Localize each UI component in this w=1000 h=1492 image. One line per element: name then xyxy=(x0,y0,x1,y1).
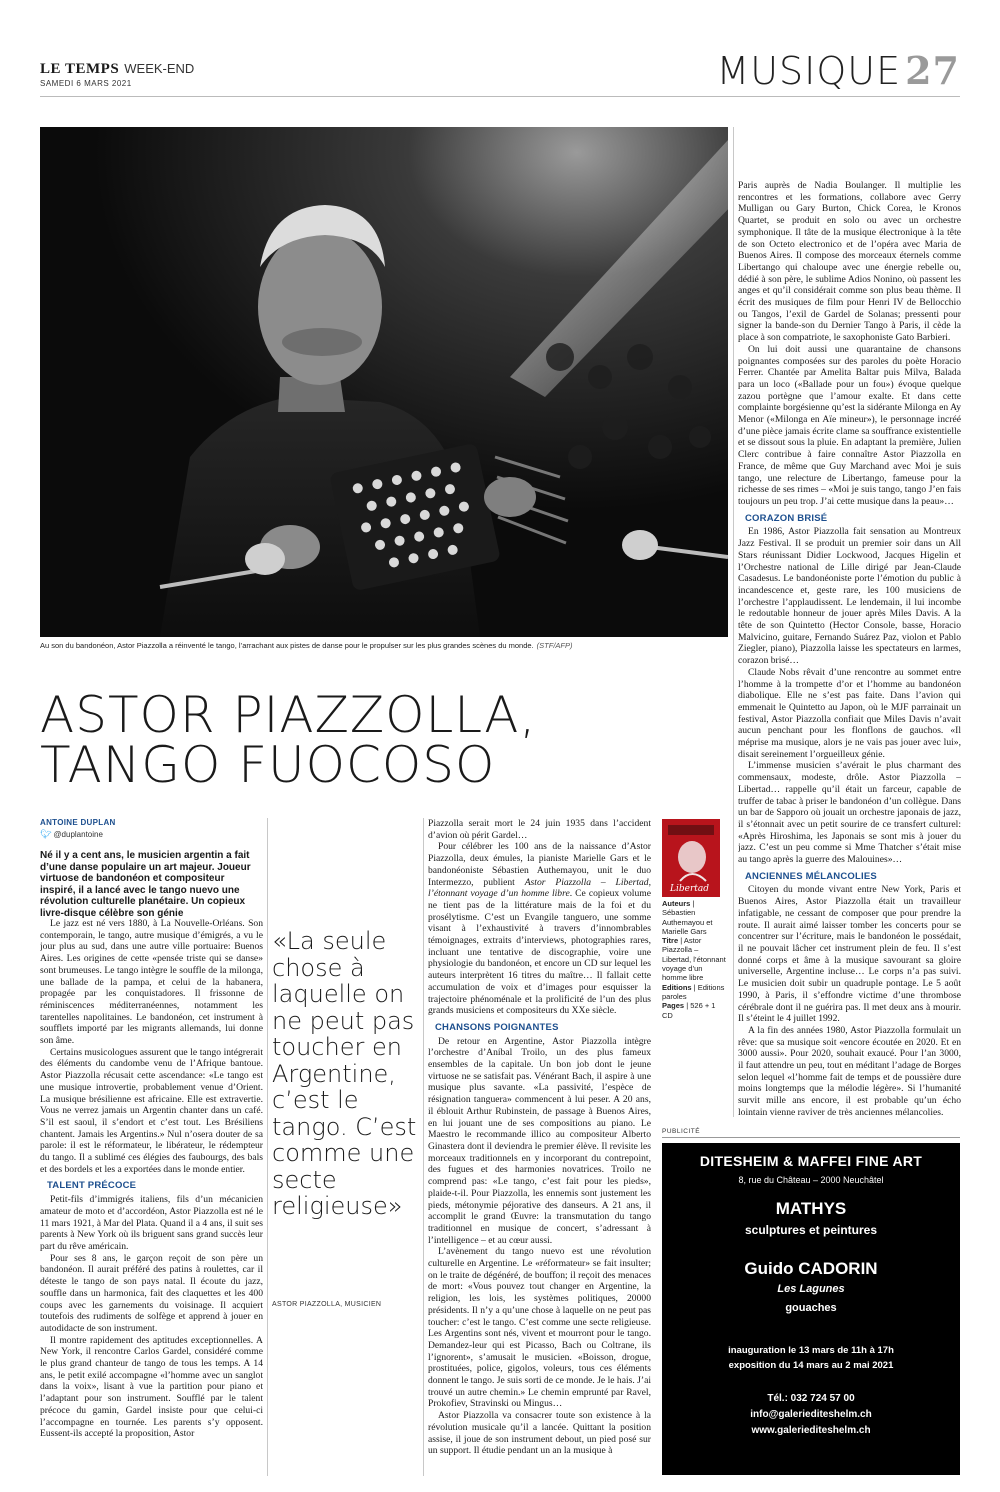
ad-exhibition-dates: exposition du 14 mars au 2 mai 2021 xyxy=(728,1360,894,1371)
ad-inauguration: inauguration le 13 mars de 11h à 17h xyxy=(728,1345,894,1356)
book-authors-label: Auteurs xyxy=(662,899,691,908)
paragraph: Petit-fils d’immigrés italiens, fils d’un mécanicien amateur de moto et d’accordéon, Astor Piazzolla est né le 11 mars 1921, à Mar del Plata. Quand il a 4 ans, il suit ses parents à New York où ils briguent sans grand succès leur part du rêve américain. xyxy=(40,1194,263,1252)
section-header xyxy=(716,48,960,93)
paragraph: Citoyen du monde vivant entre New York, Paris et Buenos Aires, Astor Piazzolla était un travailleur infatigable, ne cessant de composer que pour prendre la route. Il aurait aimé laisser tomber les concerts pour se concentrer sur l’écriture, mais le bandonéon le possédait, il ne pouvait lâcher cet instrument plein de feu. Il s’est donné corps et âme à la musique savourant sa gloire universelle, Argentine incluse… Le corps n’a pas suivi. Le musicien doit subir un quadruple pontage. Le 5 août 1990, à Paris, il s’effondre victime d’une thrombose cérébrale dont il ne guérira pas. Il met deux ans à mourir. Il s’éteint le 4 juillet 1992. xyxy=(738,884,961,1025)
caption-text: Au son du bandonéon, Astor Piazzolla a réinventé le tango, l’arrachant aux pistes de danse pour le propulser sur les plus grandes scènes du monde. xyxy=(40,641,534,650)
paragraph: Paris auprès de Nadia Boulanger. Il multiplie les rencontres et les formations, collabore avec Gerry Mulligan ou Gary Burton, Chick Corea, le Kronos Quartet, se produit en solo ou avec un orchestre symphonique. Il tâte de la musique électronique à la tête de son Octeto electronico et de l’opéra avec Maria de Buenos Aires. Il compose des morceaux éternels comme Libertango qui chaloupe avec une énergie rebelle ou, dédié à son père, le sublime Adios Nonino, où passent les anges et qu’il considérait comme son plus beau thème. Il écrit des musiques de film pour Henri IV de Bellocchio ou Tangos, l’exil de Gardel de Solanas; pressenti pour signer la bande-son du Dernier Tango à Paris, il cède la place à son compatriote, le saxophoniste Gato Barbieri. xyxy=(738,180,961,344)
edition-name: WEEK-END xyxy=(124,61,195,76)
masthead-brand xyxy=(40,58,194,78)
paragraph: Il montre rapidement des aptitudes exceptionnelles. A New York, il rencontre Carlos Gardel, considéré comme le plus grand chanteur de tango de tous les temps. A 14 ans, le petit exilé accompagne «l’homme avec un sanglot dans la voix», lisant à vue la partition pour piano et l’adaptant pour son instrument. Soufflé par le talent précoce du gamin, Gardel insiste pour que celui-ci l’accompagne en tournée. Les parents s’y opposent. Eussent-ils accepté la proposition, Astor xyxy=(40,1334,263,1440)
book-editions-label: Editions xyxy=(662,982,692,992)
book-info: Auteurs | Sébastien Authemayou et Marielle Gars Titre | Astor Piazzolla – Libertad, l’étonnant voyage d’un homme libre Editions | Editions paroles Pages | 526 + 1 CD xyxy=(662,899,726,1020)
paragraph: Claude Nobs rêvait d’une rencontre au sommet entre l’homme à la trompette d’or et l’homme au bandonéon diabolique. Elle ne s’est pas faite. Dans l’avion qui emmenait le Quintetto au Japon, où le MJF parrainait un festival, Astor Piazzolla confiait que Miles Davis n’avait aucun penchant pour les flonflons de gauchos. «Il méprise ma musique, alors je ne vais pas jouer avec lui», disait sereinement l’orgueilleux génie. xyxy=(738,666,961,760)
ad-gallery-name: DITESHEIM & MAFFEI FINE ART xyxy=(699,1153,923,1169)
advertisement-divider xyxy=(662,1137,960,1138)
subheading: TALENT PRÉCOCE xyxy=(47,1180,137,1192)
paragraph: De retour en Argentine, Astor Piazzolla intègre l’orchestre d’Aníbal Troilo, un des plus fameux ensembles de la capitale. Un bon job dont le jeune virtuose ne se satisfait pas. Vénérant Bach, il aspire à une musique plus savante. «La passivité, l’espèce de résignation tanguera» commencent à lui peser. A 20 ans, il éblouit Arthur Rubinstein, de passage à Buenos Aires, en lui jouant une de ses compositions au piano. Le Maestro le recommande illico au compositeur Alberto Ginastera dont il deviendra le premier élève. Il revisite les morceaux traditionnels en y incorporant du contrepoint, des fugues et des harmonies novatrices. Troilo ne comprend pas: «Le tango, c’est fait pour les pieds», plaide-t-il. Pour Piazzolla, les ennemis sont justement les pieds, métonymie péjorative des danseurs. A 21 ans, il accomplit le grand Œuvre: la transmutation du tango traditionnel en musique de concert, s’adressant à l’intelligence – et au cœur aussi. xyxy=(428,1035,651,1246)
ad-address: 8, rue du Château – 2000 Neuchâtel xyxy=(738,1175,884,1185)
pull-quote-credit: ASTOR PIAZZOLLA, MUSICIEN xyxy=(272,1301,382,1308)
paragraph: On lui doit aussi une quarantaine de chansons poignantes composées sur des paroles du poète Horacio Ferrer. Chantée par Amelita Baltar puis Milva, Balada para un loco («Ballade pour un fou») évoque quelque zazou portègne que l’amour exalte. Et dans cette complainte borgésienne qu’est la sidérante Milonga en Ay Menor («Milonga en Aïe mineur»), le personnage incréé d’une pièce jamais écrite clame sa souffrance existentielle et se dissout sous la pluie. En adaptant la première, Julien Clerc contribue à faire connaître Astor Piazzolla en France, de même que Guy Marchand avec Moi je suis tango, une relecture de Libertango, fameuse pour la richesse de ses rimes – «Moi je suis tango, tango J’en fais toujours un peu trop. J’ai cette musique dans la peau»… xyxy=(738,343,961,507)
subheading: CORAZON BRISÉ xyxy=(745,512,828,524)
author-handle-text: @duplantoine xyxy=(53,830,103,839)
ad-artist-2: Guido CADORIN xyxy=(744,1259,878,1278)
advertisement[interactable] xyxy=(662,1143,960,1475)
main-photo xyxy=(40,127,728,637)
paragraph: L’avènement du tango nuevo est une révolution culturelle en Argentine. Le «réformateur» se fait insulter; on le traite de dégénéré, de bouffon; il reçoit des menaces de mort: «Vous pouvez tout changer en Argentine, la religion, les lois, les systèmes politiques, 20000 présidents. Il n’y a qu’une chose à laquelle on ne peut pas toucher: c’est le tango. C’est comme une secte religieuse. Les Argentins sont nés, vivent et mourront pour le tango. Demandez-leur qui est Picasso, Bach ou Coltrane, ils l’ignorent», s’amusait le musicien. «Boisson, drogue, prostituées, police, gigolos, voleurs, tous ces éléments donnent le tango. Je suis sorti de ce monde. Je le hais. J’ai trouvé un autre chemin.» Le chemin emprunté par Ravel, Prokofiev, Stravinski ou Mingus… xyxy=(428,1246,651,1410)
column-divider xyxy=(423,818,424,1476)
article-column-4 xyxy=(738,180,961,1120)
column-divider xyxy=(267,818,268,1476)
ad-phone: Tél.: 032 724 57 00 xyxy=(767,1393,855,1404)
book-cover-title: Libertad xyxy=(670,884,709,894)
book-cover xyxy=(662,819,720,897)
pull-quote: «La seule chose à laquelle on ne peut pas toucher en Argentine, c’est le tango. C’est comme une secte religieuse» xyxy=(272,927,417,1220)
ad-artist-1: MATHYS xyxy=(775,1199,847,1218)
ad-email-link[interactable]: info@galeriediteshelm.ch xyxy=(750,1409,872,1420)
ad-work-title: Les Lagunes xyxy=(777,1283,845,1295)
paragraph-text: . Ce copieux volume ne tient pas de la littérature mais de la foi et du prosélytisme. C’est un Evangile tanguero, une somme visant à l’exhaustivité à travers d’innombrables témoignages, extraits d’interviews, photographies rares, incluant une tentative de discographie, voire une physiologie du bandonéon, et encore un CD sur lequel les auteurs interprètent 16 titres du maître… Il fallait cette accumulation de voix et d’images pour esquisser la trajectoire phénoménale et la prolificité de l’un des plus grands musiciens et compositeurs du XXe siècle. xyxy=(428,888,651,1017)
paragraph: Pour ses 8 ans, le garçon reçoit de son père un bandonéon. Il aurait préféré des patins à roulettes, car il déteste le tango de son pays natal. Il écoute du jazz, souffle dans un harmonica, fait des claquettes et les 400 coups avec les garnements du voisinage. Il acquiert toutefois des rudiments de solfège et apprend à jouer en autodidacte de son instrument. xyxy=(40,1252,263,1334)
author-name: ANTOINE DUPLAN xyxy=(40,818,116,827)
byline xyxy=(40,818,260,840)
article-lede: Né il y a cent ans, le musicien argentin a fait d’une danse populaire un art majeur. Joueur virtuose de bandonéon et compositeur inspiré, il a lancé avec le tango nuevo une révolution culturelle planétaire. Un copieux livre-disque célèbre son génie xyxy=(40,850,251,919)
masthead xyxy=(40,58,194,88)
headline-line-2: TANGO FUOCOSO xyxy=(40,736,496,794)
ad-medium-1: sculptures et peintures xyxy=(744,1223,878,1237)
book-title-inline: Astor Piazzolla – Libertad, l’étonnant voyage d’un homme libre xyxy=(428,876,651,900)
book-title: Astor Piazzolla – Libertad, l’étonnant voyage d’un homme libre xyxy=(662,936,726,983)
section-title: MUSIQUE xyxy=(716,49,902,93)
ad-website-link[interactable]: www.galeriediteshelm.ch xyxy=(751,1425,871,1436)
advertisement-label: PUBLICITÉ xyxy=(662,1128,701,1135)
ad-medium-2: gouaches xyxy=(785,1302,837,1314)
article-headline xyxy=(40,686,730,794)
issue-date: SAMEDI 6 MARS 2021 xyxy=(40,79,132,88)
headline-line-1: ASTOR PIAZZOLLA, xyxy=(40,686,537,744)
book-editions: Editions paroles xyxy=(662,982,725,1001)
book-pages: 526 + 1 CD xyxy=(662,1001,716,1020)
paragraph-text: Pour célébrer les 100 ans de la naissance d’Astor Piazzolla, deux émules, la pianiste Marielle Gars et le bandonéoniste Sébastien Authemayou, unit le duo Intermezzo, publient xyxy=(428,841,651,888)
book-title-label: Titre xyxy=(662,936,679,946)
column-divider xyxy=(733,127,734,1117)
photo-credit: (STF/AFP) xyxy=(536,641,573,650)
article-column-1 xyxy=(40,918,263,1476)
paragraph: Astor Piazzolla va consacrer toute son existence à la révolution musicale qu’il a lancée. Quittant la position assise, il joue de son instrument debout, un pied posé sur un support. Il étudie pendant un an la musique à xyxy=(428,1410,651,1457)
book-authors: Sébastien Authemayou et Marielle Gars xyxy=(662,908,713,936)
photo-illustration xyxy=(40,127,728,637)
author-twitter[interactable] xyxy=(40,829,260,840)
book-cover-art xyxy=(662,819,720,897)
paragraph: L’immense musicien s’avérait le plus charmant des commensaux, modeste, drôle. Astor Piazzolla – Libertad… rappelle qu’il était un farceur, capable de truffer de tabac à priser le bandonéon d’un collègue. Dans un bar de Sapporo où jouait un orchestre japonais de jazz, il s’étonnait avec un petit sourire de ce transfert culturel: «Après Hiroshima, les Japonais se sont mis à jouer du jazz. C’est un peu comme si Mme Thatcher s’était mise au tango après la guerre des Malouines»… xyxy=(738,760,961,866)
book-pages-label: Pages xyxy=(662,1001,685,1011)
twitter-bird-icon: 🐦︎ xyxy=(40,829,52,839)
paragraph: Certains musicologues assurent que le tango intégrerait des éléments du candombe venu de l’Afrique bantoue. Astor Piazzolla récusait cette ascendance: «Le tango est une musique introvertie, probablement venue d’Orient. La musique brésilienne est africaine. Elle est extravertie. Vous ne verrez jamais un Argentin chanter dans un café. S’il est saoul, il s’endort et c’est tout. Les Brésiliens chantent. Jamais les Argentins.» Nul n’osera douter de sa parole: il est le réformateur, le libérateur, le rédempteur du tango. Il a sublimé ces élégies des faubourgs, des bals et des bordels et les a exportées dans le monde entier. xyxy=(40,1046,263,1175)
paragraph: En 1986, Astor Piazzolla fait sensation au Montreux Jazz Festival. Il se produit un premier soir dans un All Stars réunissant Didier Lockwood, Jacques Higelin et l’Orchestre national de Lille dirigé par Jean-Claude Casadesus. Le bandonéoniste porte l’émotion du public à incandescence et, geste rare, les 100 musiciens de l’orchestre l’applaudissent. Le lendemain, il lui incombe le redoutable honneur de jouer après Miles Davis. A la tête de son Quintetto (Hector Console, basse, Horacio Malvicino, guitare, Fernando Suárez Paz, violon et Pablo Ziegler, piano), Piazzolla laisse les spectateurs en larmes, corazon brisé… xyxy=(738,526,961,667)
subheading: CHANSONS POIGNANTES xyxy=(435,1021,559,1033)
paragraph xyxy=(428,841,651,1017)
paragraph: A la fin des années 1980, Astor Piazzolla formulait un rêve: que sa musique soit «encore écoutée en 2020. Et en 3000 aussi». Pour 2020, souhait exaucé. Pour l’an 3000, il faut attendre un peu, tout en méditant l’adage de Borges selon lequel «l’homme fait de temps et de poussière dure moins longtemps que la mélodie légère». Si l’humanité survit mille ans encore, il est probable qu’un écho lointain vienne raviver de très anciennes mélancolies. xyxy=(738,1024,961,1118)
header-divider xyxy=(40,96,960,97)
brand-name: LE TEMPS xyxy=(40,61,120,77)
article-column-3 xyxy=(428,818,651,1476)
photo-caption xyxy=(40,641,728,650)
page-number: 27 xyxy=(905,48,960,93)
subheading: ANCIENNES MÉLANCOLIES xyxy=(745,870,877,882)
paragraph: Piazzolla serait mort le 24 juin 1935 dans l’accident d’avion où périt Gardel… xyxy=(428,818,651,841)
paragraph: Le jazz est né vers 1880, à La Nouvelle-Orléans. Son contemporain, le tango, autre musique d’émigrés, a vu le jour plus au sud, dans une autre ville portuaire: Buenos Aires. Les origines de cette «pensée triste qui se danse» sont brumeuses. Le tango intègre le souffle de la milonga, une ballade de la pampa, et celui de la habanera, propagée par les conquistadores. Il frissonne de réminiscences méditerranéennes, notamment les tarentelles napolitaines. Le bandonéon, cet instrument à soufflets importé par les migrants allemands, lui donne son âme. xyxy=(40,918,263,1047)
